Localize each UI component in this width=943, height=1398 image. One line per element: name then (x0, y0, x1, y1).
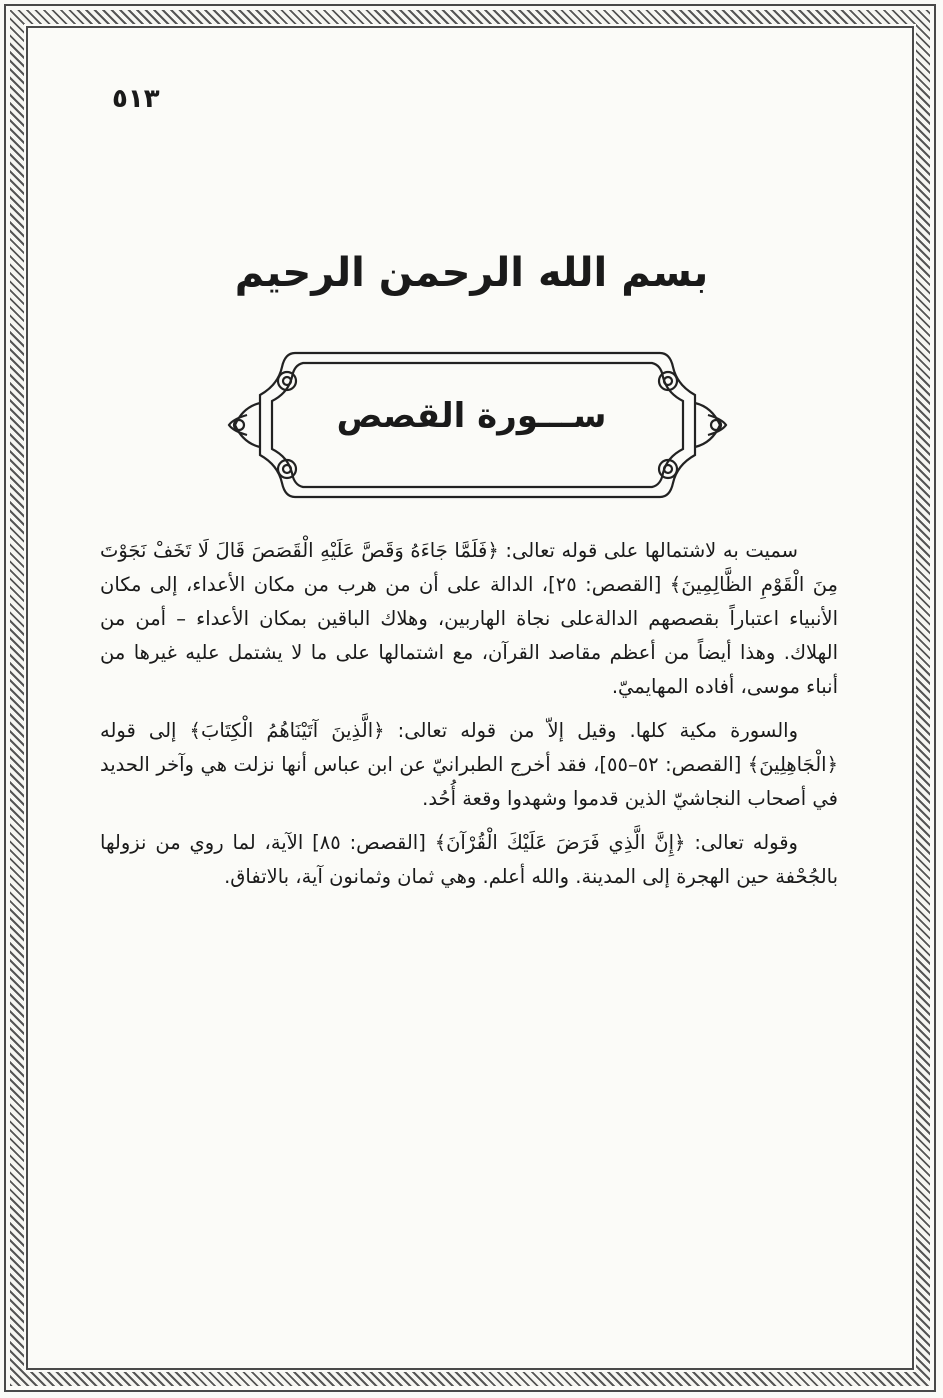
basmala-heading: بسم الله الرحمن الرحيم (234, 250, 709, 296)
paragraph-naming: سميت به لاشتمالها على قوله تعالى: ﴿فَلَمَّا جَاءَهُ وَقَصَّ عَلَيْهِ الْقَصَصَ قَالَ لَا تَخَفْ نَجَوْتَ مِنَ الْقَوْمِ الظَّالِمِينَ﴾ [القصص: ٢٥]، الدالة على أن من هرب من مكان الأعداء، إلى مكان الأنبياء اعتباراً بقصصهم الدالةعلى نجاة الهاربين، وهلاك الباقين بمكان الأعداء – أمن من الهلاك. وهذا أيضاً من أعظم مقاصد القرآن، مع اشتمالها على ما لا يشتمل عليه غيرها من أنباء موسى، أفاده المهايميّ. (100, 539, 838, 698)
commentary-body (100, 534, 838, 904)
page-number: ٥١٣ (112, 84, 160, 114)
paragraph-verse-count: وقوله تعالى: ﴿إِنَّ الَّذِي فَرَضَ عَلَيْكَ الْقُرْآنَ﴾ [القصص: ٨٥] الآية، لما روي من نزولها بالجُحْفة حين الهجرة إلى المدينة. والله أعلم. وهي ثمان وثمانون آية، بالاتفاق. (100, 831, 838, 888)
paragraph-revelation: والسورة مكية كلها. وقيل إلاّ من قوله تعالى: ﴿الَّذِينَ آتَيْنَاهُمُ الْكِتَابَ﴾ إلى قوله ﴿الْجَاهِلِينَ﴾ [القصص: ٥٢–٥٥]، فقد أخرج الطبرانيّ عن ابن عباس أنها نزلت هي وآخر الحديد في أصحاب النجاشيّ الذين قدموا وشهدوا وقعة أُحُد. (100, 719, 838, 810)
surah-title: ســـورة القصص (336, 396, 607, 436)
